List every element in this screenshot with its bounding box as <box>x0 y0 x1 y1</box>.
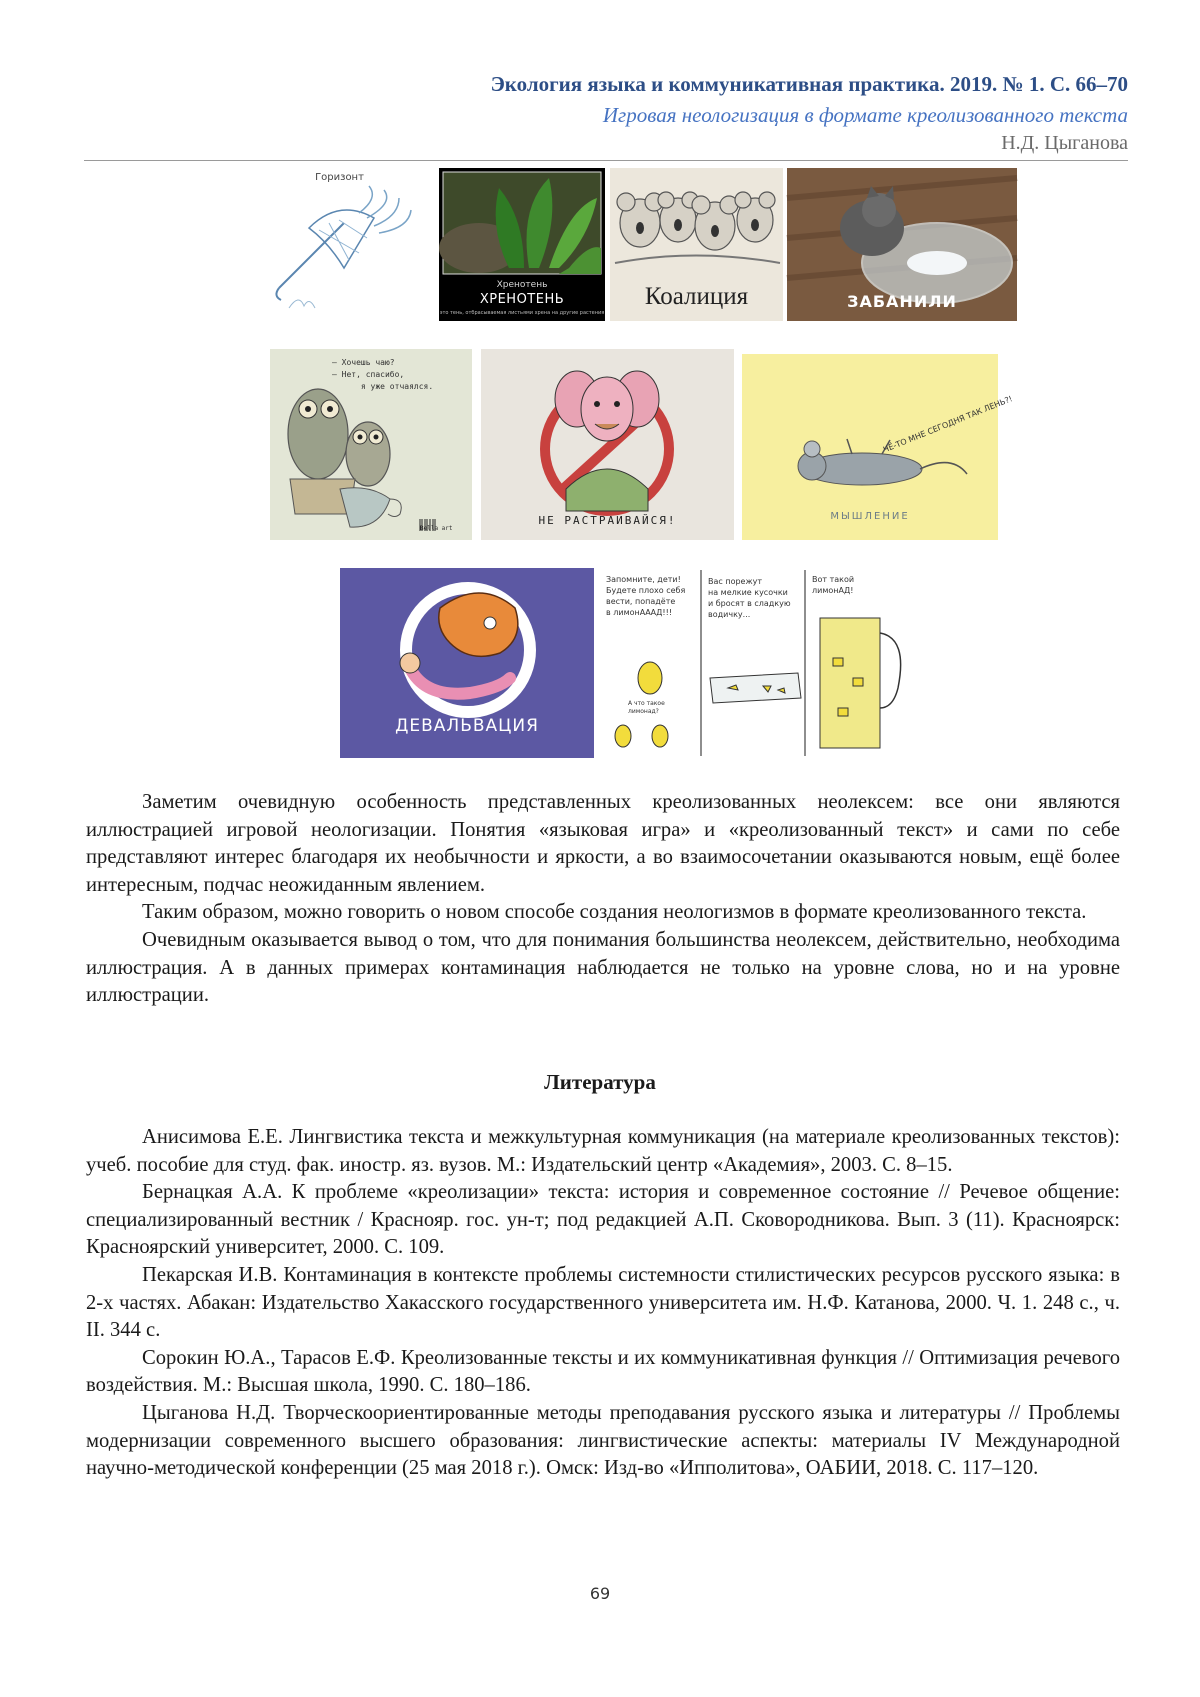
article-title-header: Игровая неологизация в формате креолизованного текста <box>602 103 1128 127</box>
mouse-thought: ЧЁ-ТО МНЕ СЕГОДНЯ ТАК ЛЕНЬ?! <box>882 394 1014 455</box>
comic-panel-2-text: Вас порежут на мелкие кусочки и бросят в сладкую водичку... <box>708 577 791 619</box>
page-number: 69 <box>589 1584 611 1603</box>
caption-devalvatsiya: ДЕВАЛЬВАЦИЯ <box>395 716 539 736</box>
caption-khrenoten-sub: это тень, отбрасываемая листьями хрена на другие растения <box>439 310 605 316</box>
main-text <box>86 789 1120 1010</box>
caption-myshlenie: МЫШЛЕНИЕ <box>830 511 910 522</box>
caption-gorizont: Горизонт <box>315 172 364 183</box>
reference-item: Бернацкая А.А. К проблеме «креолизации» текста: история и современное состояние // Речевое общение: специализированный вестник / Краснояр. гос. ун-т; под редакцией А.П. Сковородникова. Вып. 3 (11). Красноярск: Красноярский университет, 2000. С. 109. <box>86 1181 1120 1259</box>
image-ne-rastraivaysya <box>481 349 734 540</box>
reference-item: Пекарская И.В. Контаминация в контексте проблемы системности стилистических ресурсов русского языка: в 2-х частях. Абакан: Издательство Хакасского государственного университета им. Н.Ф. Катанова, 2000. Ч. 1. 248 с., ч. II. 344 с. <box>86 1263 1120 1342</box>
journal-header: Экология языка и коммуникативная практика. 2019. № 1. С. 66–70 <box>490 72 1128 96</box>
image-devalvatsiya <box>340 568 594 758</box>
comic-panel-3-text: Вот такой лимонАД! <box>812 575 855 595</box>
owls-line-2: — Нет, спасибо, <box>332 370 405 379</box>
image-zabanili <box>787 168 1017 321</box>
header-rule <box>84 160 1128 161</box>
caption-zabanili: ЗАБАНИЛИ <box>847 292 957 311</box>
author-header: Н.Д. Цыганова <box>1001 132 1128 154</box>
comic-panel-1-small-text: А что такое лимонад? <box>628 700 665 715</box>
literature-heading: Литература <box>544 1070 656 1094</box>
image-koalitsiya <box>610 168 783 321</box>
image-limonad-comic <box>598 568 914 758</box>
reference-item: Сорокин Ю.А., Тарасов Е.Ф. Креолизованные тексты и их коммуникативная функция // Оптимизация речевого воздействия. М.: Высшая школа, 1990. С. 180–186. <box>86 1346 1120 1397</box>
reference-item: Цыганова Н.Д. Творческоориентированные методы преподавания русского языка и литературы // Проблемы модернизации современного высшего образования: лингвистические аспекты: материалы IV Международной научно-методической конференции (25 мая 2018 г.). Омск: Изд-во «Ипполитова», ОАБИИ, 2018. С. 117–120. <box>86 1401 1120 1480</box>
owls-brand: Bella art <box>420 525 453 532</box>
caption-khrenoten-small: Хренотень <box>496 280 548 290</box>
owls-line-1: — Хочешь чаю? <box>332 358 395 367</box>
image-khrenoten <box>439 168 605 321</box>
paragraph: Очевидным оказывается вывод о том, что для понимания большинства неолексем, действительно, необходима иллюстрация. А в данных примерах контаминация наблюдается не только на уровне слова, но и на уровне иллюстрации. <box>86 928 1120 1007</box>
caption-ne-rastraivaysya: НЕ РАСТРАИВАЙСЯ! <box>538 514 677 527</box>
umbrella-wind-drawing <box>249 168 430 321</box>
paragraph: Заметим очевидную особенность представленных креолизованных неолексем: все они являются иллюстрацией игровой неологизации. Понятия «языковая игра» и «креолизованный текст» и сами по себе представляют интерес благодаря их необычности и яркости, а во взаимосочетании оказываются новым, ещё более интересным, подчас неожиданным явлением. <box>86 791 1120 896</box>
image-myshlenie <box>742 354 1014 540</box>
image-otchayalsya <box>270 349 472 540</box>
reference-list <box>86 1124 1120 1483</box>
comic-panel-1-text: Запомните, дети! Будете плохо себя вести, попадёте в лимонАААД!!! <box>606 575 686 617</box>
three-headed-man-drawing <box>481 349 734 540</box>
paragraph: Таким образом, можно говорить о новом способе создания неологизмов в формате креолизованного текста. <box>142 901 1087 924</box>
image-gorizont <box>249 168 430 321</box>
reference-item: Анисимова Е.Е. Лингвистика текста и межкультурная коммуникация (на материале креолизованных текстов): учеб. пособие для студ. фак. иностр. яз. вузов. М.: Издательский центр «Академия», 2003. С. 8–15. <box>86 1126 1120 1176</box>
caption-khrenoten: ХРЕНОТЕНЬ <box>479 292 565 307</box>
owls-dialogue <box>332 357 433 393</box>
caption-koalitsiya: Коалиция <box>644 283 749 310</box>
owls-line-3: я уже отчаялся. <box>360 382 434 391</box>
